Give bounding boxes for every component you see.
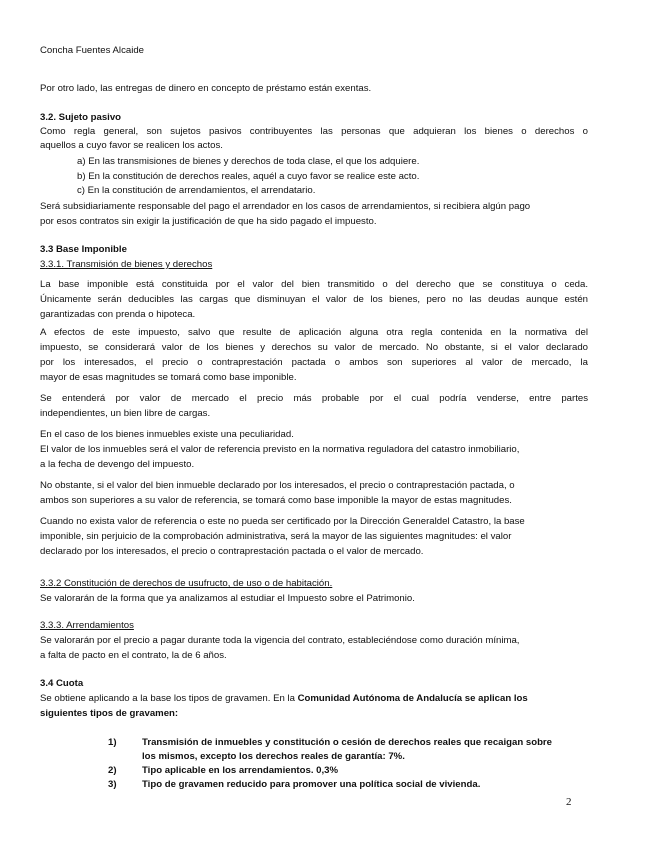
list-item: Transmisión de inmuebles y constitución o cesión de derechos reales que recaigan sobre	[142, 737, 552, 748]
list-number: 2)	[108, 765, 117, 776]
paragraph-line: En el caso de los bienes inmuebles existe una peculiaridad.	[40, 429, 294, 440]
paragraph-text: Se obtiene aplicando a la base los tipos de gravamen. En la	[40, 693, 298, 704]
list-item: b) En la constitución de derechos reales, aquél a cuyo favor se realice este acto.	[77, 171, 420, 182]
section-3-3-heading: 3.3 Base Imponible	[40, 244, 127, 255]
section-3-2-heading: 3.2. Sujeto pasivo	[40, 112, 122, 123]
paragraph-line: Se valorarán por el precio a pagar durante toda la vigencia del contrato, estableciéndose como duración mínima,	[40, 635, 520, 646]
paragraph-line: garantizadas con prenda o hipoteca.	[40, 309, 196, 320]
subsection-3-3-1-heading: 3.3.1. Transmisión de bienes y derechos	[40, 259, 213, 270]
paragraph-line: Será subsidiariamente responsable del pago el arrendador en los casos de arrendamientos, si recibiera algún pago	[40, 201, 531, 212]
paragraph-line: La base imponible está constituida por el valor del bien transmitido o del derecho que se constituya o ceda.	[40, 279, 588, 290]
paragraph-line: Cuando no exista valor de referencia o este no pueda ser certificado por la Dirección Generaldel Catastro, la base	[40, 516, 525, 527]
paragraph-line: Como regla general, son sujetos pasivos contribuyentes las personas que adquieran los bienes o derechos o	[40, 126, 588, 137]
paragraph-line: por los interesados, el precio o contraprestación pactada o ambos son superiores al valor de mercado, la	[40, 357, 588, 368]
paragraph-line: aquellos a cuyo favor se realicen los actos.	[40, 140, 223, 151]
paragraph-line: declarado por los interesados, el precio o contraprestación pactada o el valor de mercado.	[40, 546, 424, 557]
paragraph-line: mayor de esas magnitudes se tomará como base imponible.	[40, 372, 297, 383]
paragraph-line: impuesto, se considerará valor de los bienes y derechos su valor de mercado. No obstante, si el valor declarado	[40, 342, 588, 353]
list-number: 1)	[108, 737, 117, 748]
paragraph-line: Se entenderá por valor de mercado el precio más probable por el cual podría venderse, entre partes	[40, 393, 588, 404]
paragraph-line	[40, 692, 588, 705]
author-header: Concha Fuentes Alcaide	[40, 45, 144, 56]
paragraph-line: siguientes tipos de gravamen:	[40, 708, 179, 719]
paragraph-line: a falta de pacto en el contrato, la de 6 años.	[40, 650, 227, 661]
paragraph-line: por esos contratos sin exigir la justificación de que ha sido pagado el impuesto.	[40, 216, 377, 227]
paragraph-line: independientes, un bien libre de cargas.	[40, 408, 211, 419]
paragraph-line: A efectos de este impuesto, salvo que resulte de aplicación alguna otra regla contenida en la normativa del	[40, 327, 588, 338]
paragraph-line: imponible, sin perjuicio de la comprobación administrativa, será la mayor de las siguientes magnitudes: el valor	[40, 531, 512, 542]
list-item: c) En la constitución de arrendamientos, el arrendatario.	[77, 185, 316, 196]
emphasis-text: Comunidad Autónoma de Andalucía se aplican los	[297, 693, 528, 704]
paragraph-line: a la fecha de devengo del impuesto.	[40, 459, 195, 470]
paragraph-line: Únicamente serán deducibles las cargas que disminuyan el valor de los bienes, pero no las deudas aunque estén	[40, 294, 588, 305]
subsection-3-3-2-heading: 3.3.2 Constitución de derechos de usufructo, de uso o de habitación.	[40, 578, 333, 589]
paragraph-line: ambos son superiores a su valor de referencia, se tomará como base imponible la mayor de estas magnitudes.	[40, 495, 512, 506]
list-item: a) En las transmisiones de bienes y derechos de toda clase, el que los adquiere.	[77, 156, 420, 167]
paragraph-line: No obstante, si el valor del bien inmueble declarado por los interesados, el precio o contraprestación pactada, o	[40, 480, 515, 491]
list-item: los mismos, excepto los derechos reales de garantía: 7%.	[142, 751, 405, 762]
paragraph-line: El valor de los inmuebles será el valor de referencia previsto en la normativa reguladora del catastro inmobiliario,	[40, 444, 520, 455]
subsection-3-3-3-heading: 3.3.3. Arrendamientos	[40, 620, 134, 631]
paragraph-line: Se valorarán de la forma que ya analizamos al estudiar el Impuesto sobre el Patrimonio.	[40, 593, 415, 604]
list-item: Tipo aplicable en los arrendamientos. 0,3%	[142, 765, 339, 776]
list-number: 3)	[108, 779, 117, 790]
list-item: Tipo de gravamen reducido para promover una política social de vivienda.	[142, 779, 481, 790]
section-3-4-heading: 3.4 Cuota	[40, 678, 84, 689]
page-number: 2	[566, 796, 572, 808]
intro-paragraph: Por otro lado, las entregas de dinero en concepto de préstamo están exentas.	[40, 83, 372, 94]
